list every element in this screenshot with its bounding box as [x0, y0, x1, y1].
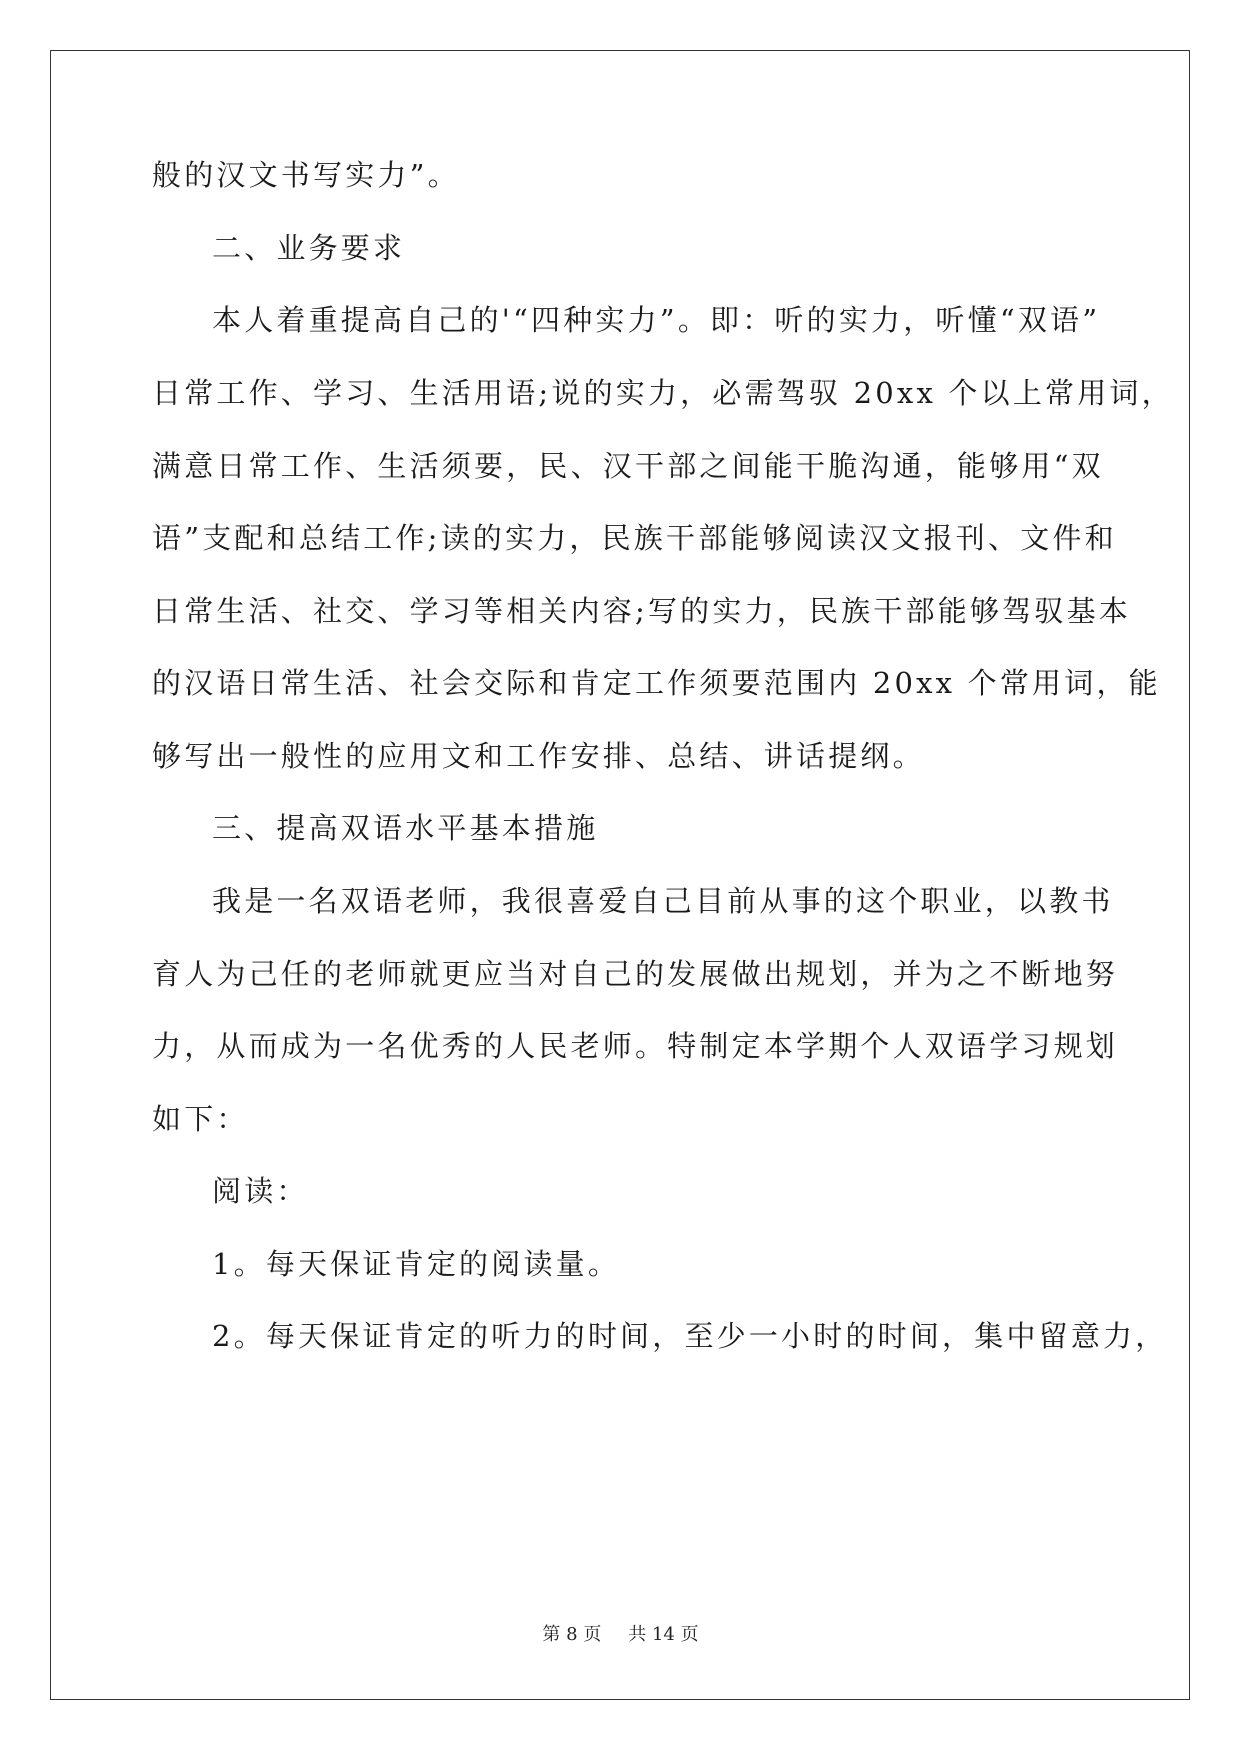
- page-total: 共 14 页: [628, 1624, 699, 1645]
- text-line: 日常工作、学习、生活用语;说的实力，必需驾驭 20xx 个以上常用词，: [152, 376, 1174, 410]
- text-line: 般的汉文书写实力”。: [152, 158, 460, 192]
- page-footer: [0, 1620, 1241, 1646]
- text-line: 如下：: [152, 1102, 249, 1136]
- page-number: 第 8 页: [542, 1624, 602, 1645]
- text-line: 的汉语日常生活、社会交际和肯定工作须要范围内 20xx 个常用词，能: [152, 666, 1161, 700]
- section-heading: 二、业务要求: [212, 231, 406, 265]
- text-line: 我是一名双语老师，我很喜爱自己目前从事的这个职业，以教书: [212, 884, 1114, 918]
- text-line: 阅读：: [212, 1174, 309, 1208]
- text-line: 满意日常工作、生活须要，民、汉干部之间能干脆沟通，能够用“双: [152, 449, 1104, 483]
- text-line: 力，从而成为一名优秀的人民老师。特制定本学期个人双语学习规划: [152, 1029, 1119, 1063]
- text-line: 日常生活、社交、学习等相关内容;写的实力，民族干部能够驾驭基本: [152, 594, 1131, 628]
- list-item: 2。每天保证肯定的听力的时间，至少一小时的时间，集中留意力，: [212, 1319, 1168, 1353]
- text-line: 本人着重提高自己的'“四种实力”。即：听的实力，听懂“双语”: [212, 303, 1101, 337]
- text-line: 育人为己任的老师就更应当对自己的发展做出规划，并为之不断地努: [152, 957, 1119, 991]
- section-heading: 三、提高双语水平基本措施: [212, 811, 599, 845]
- page-border: [50, 50, 1190, 1700]
- text-line: 够写出一般性的应用文和工作安排、总结、讲话提纲。: [152, 739, 925, 773]
- text-line: 语”支配和总结工作;读的实力，民族干部能够阅读汉文报刊、文件和: [152, 521, 1117, 555]
- list-item: 1。每天保证肯定的阅读量。: [212, 1247, 621, 1281]
